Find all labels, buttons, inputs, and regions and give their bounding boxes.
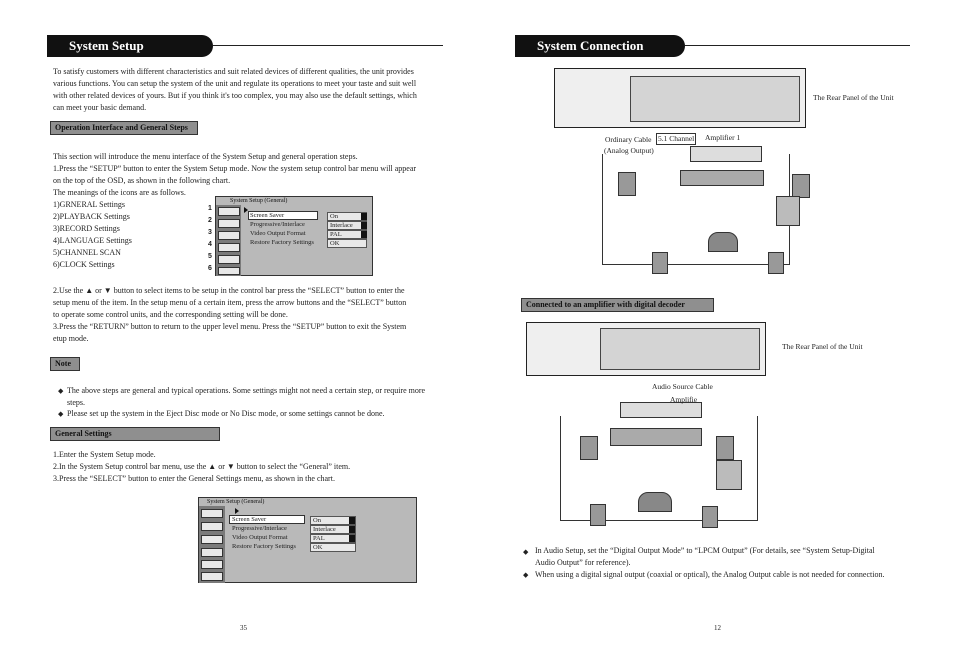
language-settings-icon[interactable] [218, 243, 240, 252]
osd-value[interactable]: Interlace [310, 525, 356, 534]
dropdown-arrow-icon[interactable] [361, 213, 367, 220]
caption-analog-output: (Analog Output) [604, 146, 654, 155]
osd-item[interactable]: Restore Factory Settings [250, 239, 314, 246]
caption-rear-panel: The Rear Panel of the Unit [782, 342, 863, 351]
clock-settings-icon[interactable] [218, 267, 240, 275]
dropdown-arrow-icon[interactable] [349, 535, 355, 542]
channel-scan-icon[interactable] [201, 560, 223, 569]
osd-value[interactable]: PAL [327, 230, 367, 239]
icon-number: 2 [208, 217, 212, 224]
dropdown-arrow-icon[interactable] [349, 517, 355, 524]
osd-title: System Setup (General) [230, 198, 288, 204]
record-settings-icon[interactable] [218, 231, 240, 240]
text-line: steps. [67, 398, 85, 407]
dropdown-arrow-icon[interactable] [361, 222, 367, 229]
text-line: with other related devices of yours. But if you think it's too complex, you may also use the default settings, which [53, 91, 417, 100]
caption-amplifier-1: Amplifier 1 [705, 133, 741, 142]
osd-value[interactable]: On [310, 516, 356, 525]
title-rule [685, 45, 910, 46]
subwoofer-icon [776, 196, 800, 226]
language-settings-icon[interactable] [201, 548, 223, 557]
record-settings-icon[interactable] [201, 535, 223, 544]
text-line: on the top of the OSD, as shown in the following chart. [53, 176, 231, 185]
page-number-left: 35 [240, 624, 247, 632]
osd-value[interactable]: Interlace [327, 221, 367, 230]
text-line: to operate some control units, and the corresponding setting will be done. [53, 310, 288, 319]
diamond-bullet-icon: ◆ [58, 387, 64, 395]
osd-menu-general-1 [215, 196, 373, 276]
text-line: The meanings of the icons are as follows. [53, 188, 186, 197]
note-label: Note [50, 357, 80, 371]
subheading-general-settings: General Settings [50, 427, 220, 441]
osd-value[interactable]: OK [327, 239, 367, 248]
text-line: 2.In the System Setup control bar menu, use the ▲ or ▼ button to select the “General” item. [53, 462, 351, 471]
speaker-icon [792, 174, 810, 198]
osd-item[interactable]: Progressive/Interlace [232, 525, 287, 532]
text-line: This section will introduce the menu interface of the System Setup and general operation steps. [53, 152, 358, 161]
icon-number: 1 [208, 205, 212, 212]
text-line: setup menu of the item. In the setup menu of a certain item, press the arrow buttons and the “SELECT” button [53, 298, 407, 307]
speaker-icon [716, 436, 734, 460]
subheading-digital-decoder: Connected to an amplifier with digital decoder [521, 298, 714, 312]
playback-settings-icon[interactable] [218, 219, 240, 228]
osd-title: System Setup (General) [207, 499, 265, 505]
dropdown-arrow-icon[interactable] [349, 526, 355, 533]
caption-rear-panel: The Rear Panel of the Unit [813, 93, 894, 102]
tv-icon [610, 428, 702, 446]
speaker-icon [702, 506, 718, 528]
osd-item[interactable]: Progressive/Interlace [250, 221, 305, 228]
panel-connector-block [600, 328, 760, 370]
icon-number: 4 [208, 241, 212, 248]
text-line: 2)PLAYBACK Settings [53, 212, 130, 221]
text-line: 3.Press the “RETURN” button to return to the upper level menu. Press the “SETUP” button to exit the System [53, 322, 407, 331]
general-settings-icon[interactable] [201, 509, 223, 518]
diamond-bullet-icon: ◆ [58, 410, 64, 418]
osd-value[interactable]: OK [310, 543, 356, 552]
section-title-system-setup: System Setup [47, 35, 213, 57]
icon-number: 5 [208, 253, 212, 260]
osd-item[interactable]: Screen Saver [232, 516, 267, 523]
dropdown-arrow-icon[interactable] [361, 231, 367, 238]
speaker-icon [580, 436, 598, 460]
text-line: 6)CLOCK Settings [53, 260, 115, 269]
playback-settings-icon[interactable] [201, 522, 223, 531]
channel-scan-icon[interactable] [218, 255, 240, 264]
text-line: can meet your basic demand. [53, 103, 147, 112]
listener-icon [708, 232, 738, 252]
osd-item[interactable]: Video Output Format [250, 230, 306, 237]
section-title-system-connection: System Connection [515, 35, 685, 57]
title-rule [213, 45, 443, 46]
caption-ordinary-cable: Ordinary Cable [605, 135, 652, 144]
text-line: 1.Press the “SETUP” button to enter the System Setup mode. Now the system setup control bar menu will appear [53, 164, 417, 173]
text-line: To satisfy customers with different characteristics and suit related devices of different qualities, the unit provides [53, 67, 414, 76]
diamond-bullet-icon: ◆ [523, 548, 529, 556]
panel-connector-block [630, 76, 800, 122]
listener-icon [638, 492, 672, 512]
diamond-bullet-icon: ◆ [523, 571, 529, 579]
osd-menu-general-2 [198, 497, 417, 583]
text-line: 5)CHANNEL SCAN [53, 248, 121, 257]
osd-item[interactable]: Video Output Format [232, 534, 288, 541]
caption-5-1-channel: 5.1 Channel [658, 134, 695, 143]
text-line: etup mode. [53, 334, 89, 343]
text-line: 1.Enter the System Setup mode. [53, 450, 156, 459]
speaker-icon [768, 252, 784, 274]
text-line: Audio Output” for reference). [535, 558, 631, 567]
caption-amplifie: Amplifie [670, 395, 698, 404]
clock-settings-icon[interactable] [201, 572, 223, 581]
tv-icon [680, 170, 764, 186]
text-line: When using a digital signal output (coaxial or optical), the Analog Output cable is not needed for connection. [535, 570, 885, 579]
caption-audio-source-cable: Audio Source Cable [652, 382, 713, 391]
subwoofer-icon [716, 460, 742, 490]
text-line: 1)GRNERAL Settings [53, 200, 125, 209]
text-line: 4)LANGUAGE Settings [53, 236, 132, 245]
text-line: 3.Press the “SELECT” button to enter the General Settings menu, as shown in the chart. [53, 474, 335, 483]
diagram-digital-connection [520, 316, 770, 532]
osd-value[interactable]: On [327, 212, 367, 221]
pointer-arrow-icon [235, 508, 239, 514]
text-line: 2.Use the ▲ or ▼ button to select items to be setup in the control bar press the “SELECT” button to enter the [53, 286, 405, 295]
general-settings-icon[interactable] [218, 207, 240, 216]
icon-number: 6 [208, 265, 212, 272]
osd-value[interactable]: PAL [310, 534, 356, 543]
osd-item[interactable]: Screen Saver [250, 212, 285, 219]
subheading-operation-interface: Operation Interface and General Steps [50, 121, 198, 135]
text-line: 3)RECORD Settings [53, 224, 120, 233]
page-number-right: 12 [714, 624, 721, 632]
speaker-icon [618, 172, 636, 196]
speaker-icon [652, 252, 668, 274]
diagram-analog-connection [540, 62, 810, 284]
text-line: The above steps are general and typical operations. Some settings might not need a certain step, or require more [67, 386, 426, 395]
speaker-icon [590, 504, 606, 526]
text-line: In Audio Setup, set the “Digital Output Mode” to “LPCM Output” (For details, see “System Setup-Digital [535, 546, 875, 555]
osd-item[interactable]: Restore Factory Settings [232, 543, 296, 550]
text-line: Please set up the system in the Eject Disc mode or No Disc mode, or some settings cannot be done. [67, 409, 385, 418]
icon-number: 3 [208, 229, 212, 236]
text-line: various functions. You can setup the system of the unit and regulate its operations to meet your taste and suit well [53, 79, 417, 88]
